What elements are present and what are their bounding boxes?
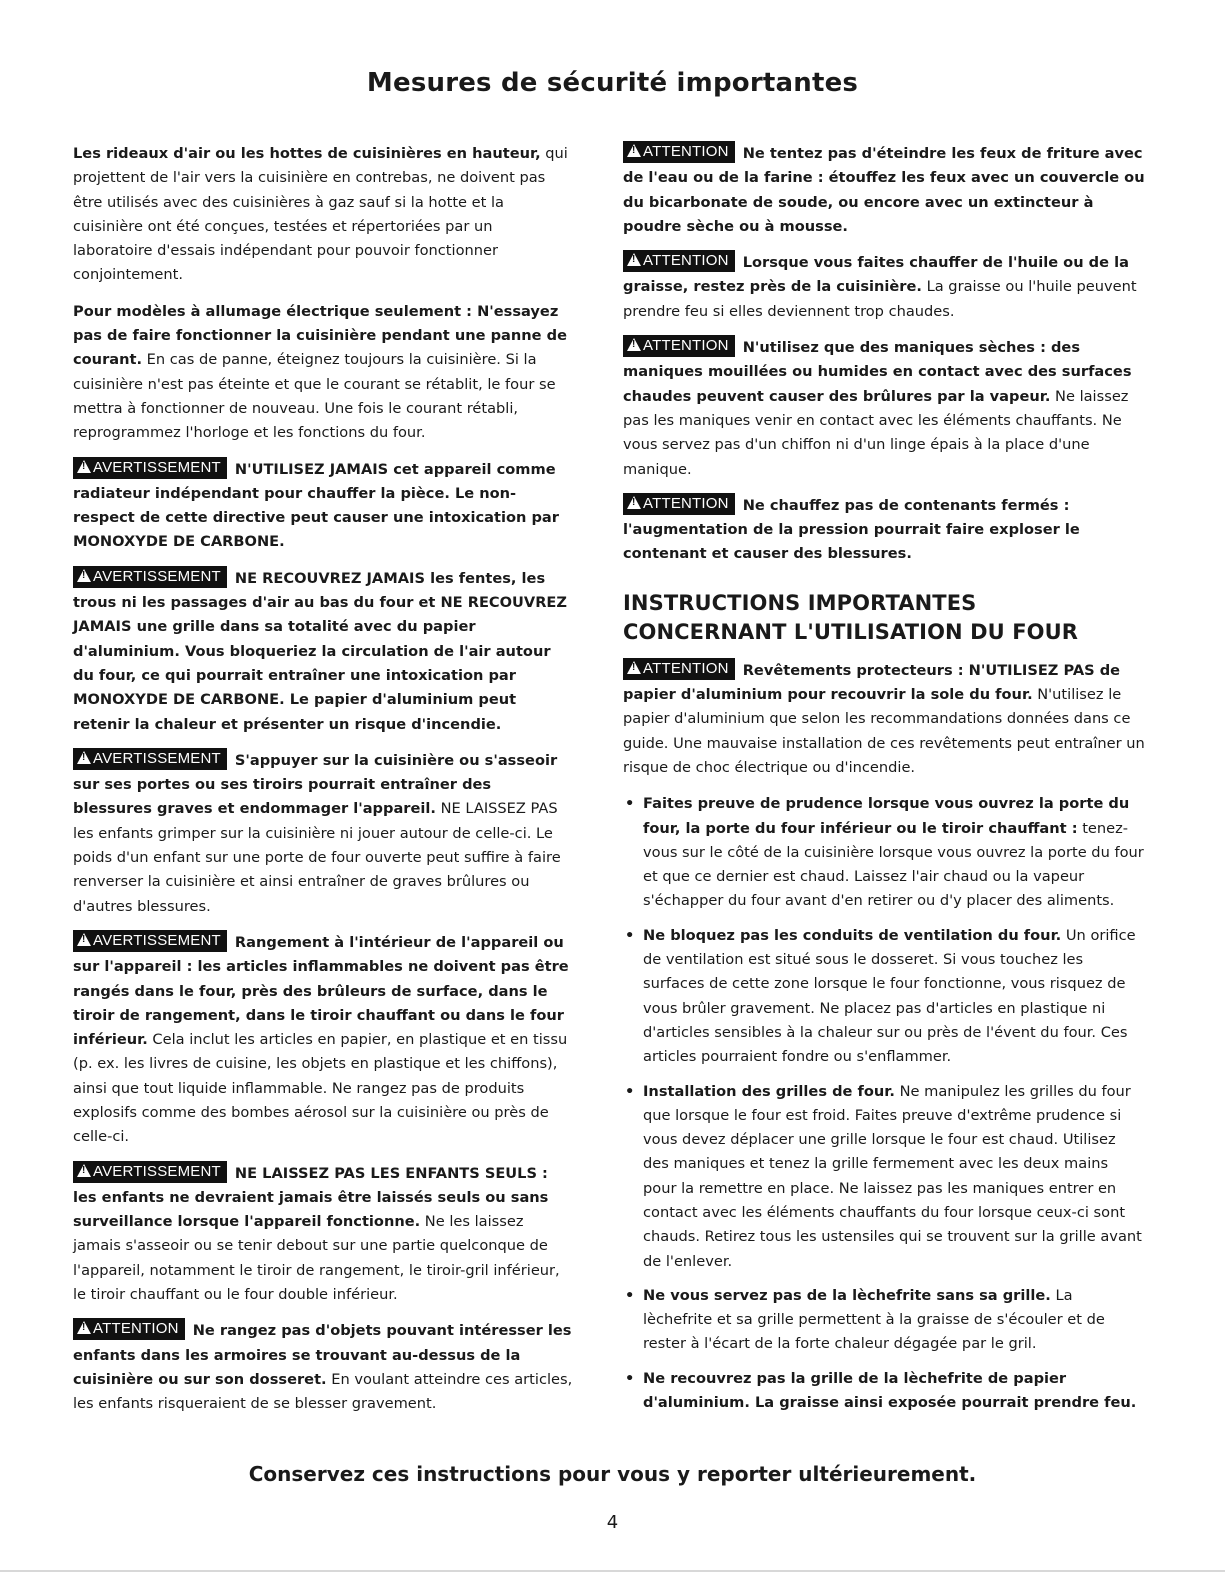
- right-column: [623, 142, 1145, 1425]
- paragraph-body: N'utilisez le papier d'aluminium que selon les recommandations données dans ce guide. Une mauvaise installation de ces revêtements peut entraîner un risque de choc électrique ou d'incendie.: [623, 686, 1145, 776]
- paragraph-lead: Lorsque vous faites chauffer de l'huile ou de la graisse, restez près de la cuisinière.: [623, 254, 1129, 296]
- warning-paragraph: [73, 567, 573, 737]
- caution-paragraph: [623, 659, 1145, 780]
- warning-triangle-icon: [627, 496, 641, 509]
- paragraph-body: La graisse ou l'huile peuvent prendre feu si elles deviennent trop chaudes.: [623, 278, 1137, 320]
- warning-badge-label: AVERTISSEMENT: [93, 458, 221, 476]
- bullet-lead: Faites preuve de prudence lorsque vous ouvrez la porte du four, la porte du four inférieur ou le tiroir chauffant :: [643, 795, 1130, 837]
- caution-paragraph: [623, 494, 1145, 567]
- list-item: [623, 1284, 1145, 1357]
- paragraph-lead: Pour modèles à allumage électrique seulement : N'essayez pas de faire fonctionner la cuisinière pendant une panne de courant.: [73, 302, 567, 369]
- caution-badge-label: ATTENTION: [643, 494, 729, 512]
- paragraph-body: En voulant atteindre ces articles, les enfants risqueraient de se blesser gravement.: [73, 1370, 573, 1413]
- caution-badge-label: ATTENTION: [643, 659, 729, 677]
- bullet-lead: Ne bloquez pas les conduits de ventilation du four.: [643, 926, 1062, 944]
- warning-triangle-icon: [77, 933, 91, 946]
- paragraph-lead: Les rideaux d'air ou les hottes de cuisinières en hauteur,: [73, 145, 541, 162]
- paragraph-lead: S'appuyer sur la cuisinière ou s'asseoir sur ses portes ou ses tiroirs pourrait entraîner des blessures graves et endommager l'appareil.: [73, 751, 558, 818]
- warning-triangle-icon: [627, 253, 641, 266]
- warning-paragraph: [73, 1162, 573, 1308]
- bullet-body: La lèchefrite et sa grille permettent à la graisse de s'écouler et de rester à l'écart de la forte chaleur dégagée par le gril.: [643, 1286, 1105, 1353]
- warning-triangle-icon: [77, 569, 91, 582]
- caution-paragraph: [623, 142, 1145, 239]
- paragraph: [73, 142, 573, 288]
- paragraph-lead: Rangement à l'intérieur de l'appareil ou sur l'appareil : les articles inflammables ne doivent pas être rangés dans le four, près des brûleurs de surface, dans le tiroir de rangement, dans le tiroir chauffant ou dans le four inférieur.: [73, 933, 569, 1049]
- caution-badge: [623, 335, 735, 357]
- warning-triangle-icon: [627, 338, 641, 351]
- paragraph: [73, 300, 573, 446]
- warning-badge: [73, 930, 227, 952]
- caution-badge: [623, 141, 735, 163]
- caution-badge: [623, 250, 735, 272]
- bullet-body: tenez-vous sur le côté de la cuisinière lorsque vous ouvrez la porte du four et que ce dernier est chaud. Laissez l'air chaud ou la vapeur s'échapper du four avant d'en retirer ou d'y placer des aliments.: [643, 819, 1144, 910]
- warning-badge: [73, 1161, 227, 1183]
- paragraph-lead: NE LAISSEZ PAS LES ENFANTS SEULS : les enfants ne devraient jamais être laissés seuls ou sans surveillance lorsque l'appareil fonctionne.: [73, 1164, 549, 1231]
- section-heading: INSTRUCTIONS IMPORTANTES CONCERNANT L'UTILISATION DU FOUR: [623, 590, 1079, 644]
- warning-badge-label: AVERTISSEMENT: [93, 931, 221, 949]
- paragraph-body: NE LAISSEZ PAS les enfants grimper sur la cuisinière ni jouer autour de celle-ci. Le poids d'un enfant sur une porte de four ouverte peut suffire à faire renverser la cuisinière et ainsi entraîner de graves brûlures ou d'autres blessures.: [73, 800, 561, 915]
- page-title: Mesures de sécurité importantes: [366, 68, 859, 98]
- bullet-lead: Installation des grilles de four.: [643, 1082, 895, 1100]
- caution-badge-label: ATTENTION: [643, 143, 729, 160]
- warning-paragraph: [73, 458, 573, 555]
- caution-badge-label: ATTENTION: [643, 337, 729, 355]
- warning-triangle-icon: [77, 1164, 91, 1177]
- caution-paragraph: [623, 251, 1145, 324]
- warning-badge: [73, 457, 227, 479]
- warning-paragraph: [73, 749, 573, 919]
- list-item: [623, 1367, 1145, 1416]
- caution-badge: [73, 1318, 185, 1340]
- warning-triangle-icon: [77, 1321, 91, 1334]
- warning-badge: [73, 566, 227, 588]
- caution-paragraph: [73, 1319, 573, 1416]
- bullet-body: Un orifice de ventilation est situé sous le dosseret. Si vous touchez les surfaces de cette zone lorsque le four fonctionne, vous risquez de vous brûler gravement. Ne placez pas d'articles en plastique ni d'articles sensibles à la chaleur sur ou près de l'évent du four. Ces articles pourraient fondre ou s'enflammer.: [643, 926, 1136, 1066]
- paragraph-lead: NE RECOUVREZ JAMAIS les fentes, les trous ni les passages d'air au bas du four et NE RECOUVREZ JAMAIS une grille dans sa totalité avec du papier d'aluminium. Vous bloqueriez la circulation de l'air autour du four, ce qui pourrait entraîner une intoxication par MONOXYDE DE CARBONE. Le papier d'aluminium peut retenir la chaleur et présenter un risque d'incendie.: [73, 569, 567, 733]
- bullet-lead: Ne recouvrez pas la grille de la lèchefrite de papier d'aluminium. La graisse ainsi exposée pourrait prendre feu.: [643, 1369, 1137, 1412]
- warning-badge: [73, 748, 227, 770]
- paragraph-body: En cas de panne, éteignez toujours la cuisinière. Si la cuisinière n'est pas éteinte et que le courant se rétablit, le four se mettra à fonctionner de nouveau. Une fois le courant rétabli, reprogrammez l'horloge et les fonctions du four.: [73, 351, 556, 442]
- list-item: [623, 1080, 1145, 1274]
- caution-badge-label: ATTENTION: [643, 252, 729, 270]
- paragraph-body: Ne laissez pas les maniques venir en contact avec les éléments chauffants. Ne vous servez pas d'un chiffon ni d'un linge épais à la place d'une manique.: [623, 387, 1129, 478]
- list-item: [623, 792, 1145, 913]
- warning-triangle-icon: [77, 751, 91, 764]
- paragraph-lead: N'UTILISEZ JAMAIS cet appareil comme radiateur indépendant pour chauffer la pièce. Le non-respect de cette directive peut causer une intoxication par MONOXYDE DE CARBONE.: [73, 460, 559, 551]
- paragraph-body: Cela inclut les articles en papier, en plastique et en tissu (p. ex. les livres de cuisine, les objets en plastique et les chiffons), ainsi que tout liquide inflammable. Ne rangez pas de produits explosifs comme des bombes aérosol sur la cuisinière ou près de celle-ci.: [73, 1031, 568, 1146]
- paragraph-lead: Ne chauffez pas de contenants fermés : l'augmentation de la pression pourrait faire exploser le contenant et causer des blessures.: [623, 496, 1080, 563]
- warning-triangle-icon: [627, 144, 641, 157]
- bullet-list: [623, 792, 1145, 1415]
- warning-paragraph: [73, 931, 573, 1150]
- caution-badge: [623, 658, 735, 680]
- footer-note: Conservez ces instructions pour vous y reporter ultérieurement.: [248, 1462, 977, 1486]
- warning-triangle-icon: [77, 460, 91, 473]
- caution-badge: [623, 493, 735, 515]
- list-item: [623, 924, 1145, 1070]
- bullet-body: Ne manipulez les grilles du four que lorsque le four est froid. Faites preuve d'extrême prudence si vous devez déplacer une grille lorsque le four est chaud. Utilisez des maniques et tenez la grille fermement avec les deux mains pour la remettre en place. Ne laissez pas les maniques entrer en contact avec les éléments chauffants du four lorsque ceux-ci sont chauds. Retirez tous les ustensiles qui se trouvent sur la grille avant de l'enlever.: [643, 1082, 1142, 1270]
- warning-badge-label: AVERTISSEMENT: [93, 567, 221, 585]
- paragraph-lead: Ne tentez pas d'éteindre les feux de friture avec de l'eau ou de la farine : étouffez les feux avec un couvercle ou du bicarbonate de soude, ou encore avec un extincteur à poudre sèche ou à mousse.: [623, 145, 1145, 235]
- page-number: 4: [606, 1512, 619, 1533]
- left-column: [73, 142, 573, 1429]
- paragraph-body: qui projettent de l'air vers la cuisinière en contrebas, ne doivent pas être utilisés avec des cuisinières à gaz sauf si la hotte et la cuisinière ont été conçues, testées et répertoriées par un laboratoire d'essais indépendant pour pouvoir fonctionner conjointement.: [73, 145, 568, 284]
- caution-badge-label: ATTENTION: [93, 1320, 179, 1338]
- warning-badge-label: AVERTISSEMENT: [93, 749, 221, 767]
- warning-badge-label: AVERTISSEMENT: [93, 1162, 221, 1180]
- paragraph-lead: Ne rangez pas d'objets pouvant intéresser les enfants dans les armoires se trouvant au-dessus de la cuisinière ou sur son dosseret.: [73, 1322, 572, 1388]
- bullet-lead: Ne vous servez pas de la lèchefrite sans sa grille.: [643, 1286, 1051, 1304]
- caution-paragraph: [623, 336, 1145, 482]
- paragraph-lead: Revêtements protecteurs : N'UTILISEZ PAS de papier d'aluminium pour recouvrir la sole du four.: [623, 661, 1121, 704]
- paragraph-lead: N'utilisez que des maniques sèches : des maniques mouillées ou humides en contact avec des surfaces chaudes peuvent causer des brûlures par la vapeur.: [623, 339, 1132, 405]
- paragraph-body: Ne les laissez jamais s'asseoir ou se tenir debout sur une partie quelconque de l'appareil, notamment le tiroir de rangement, le tiroir-gril inférieur, le tiroir chauffant ou le four double inférieur.: [73, 1213, 560, 1304]
- warning-triangle-icon: [627, 661, 641, 674]
- divider: [0, 1570, 1225, 1572]
